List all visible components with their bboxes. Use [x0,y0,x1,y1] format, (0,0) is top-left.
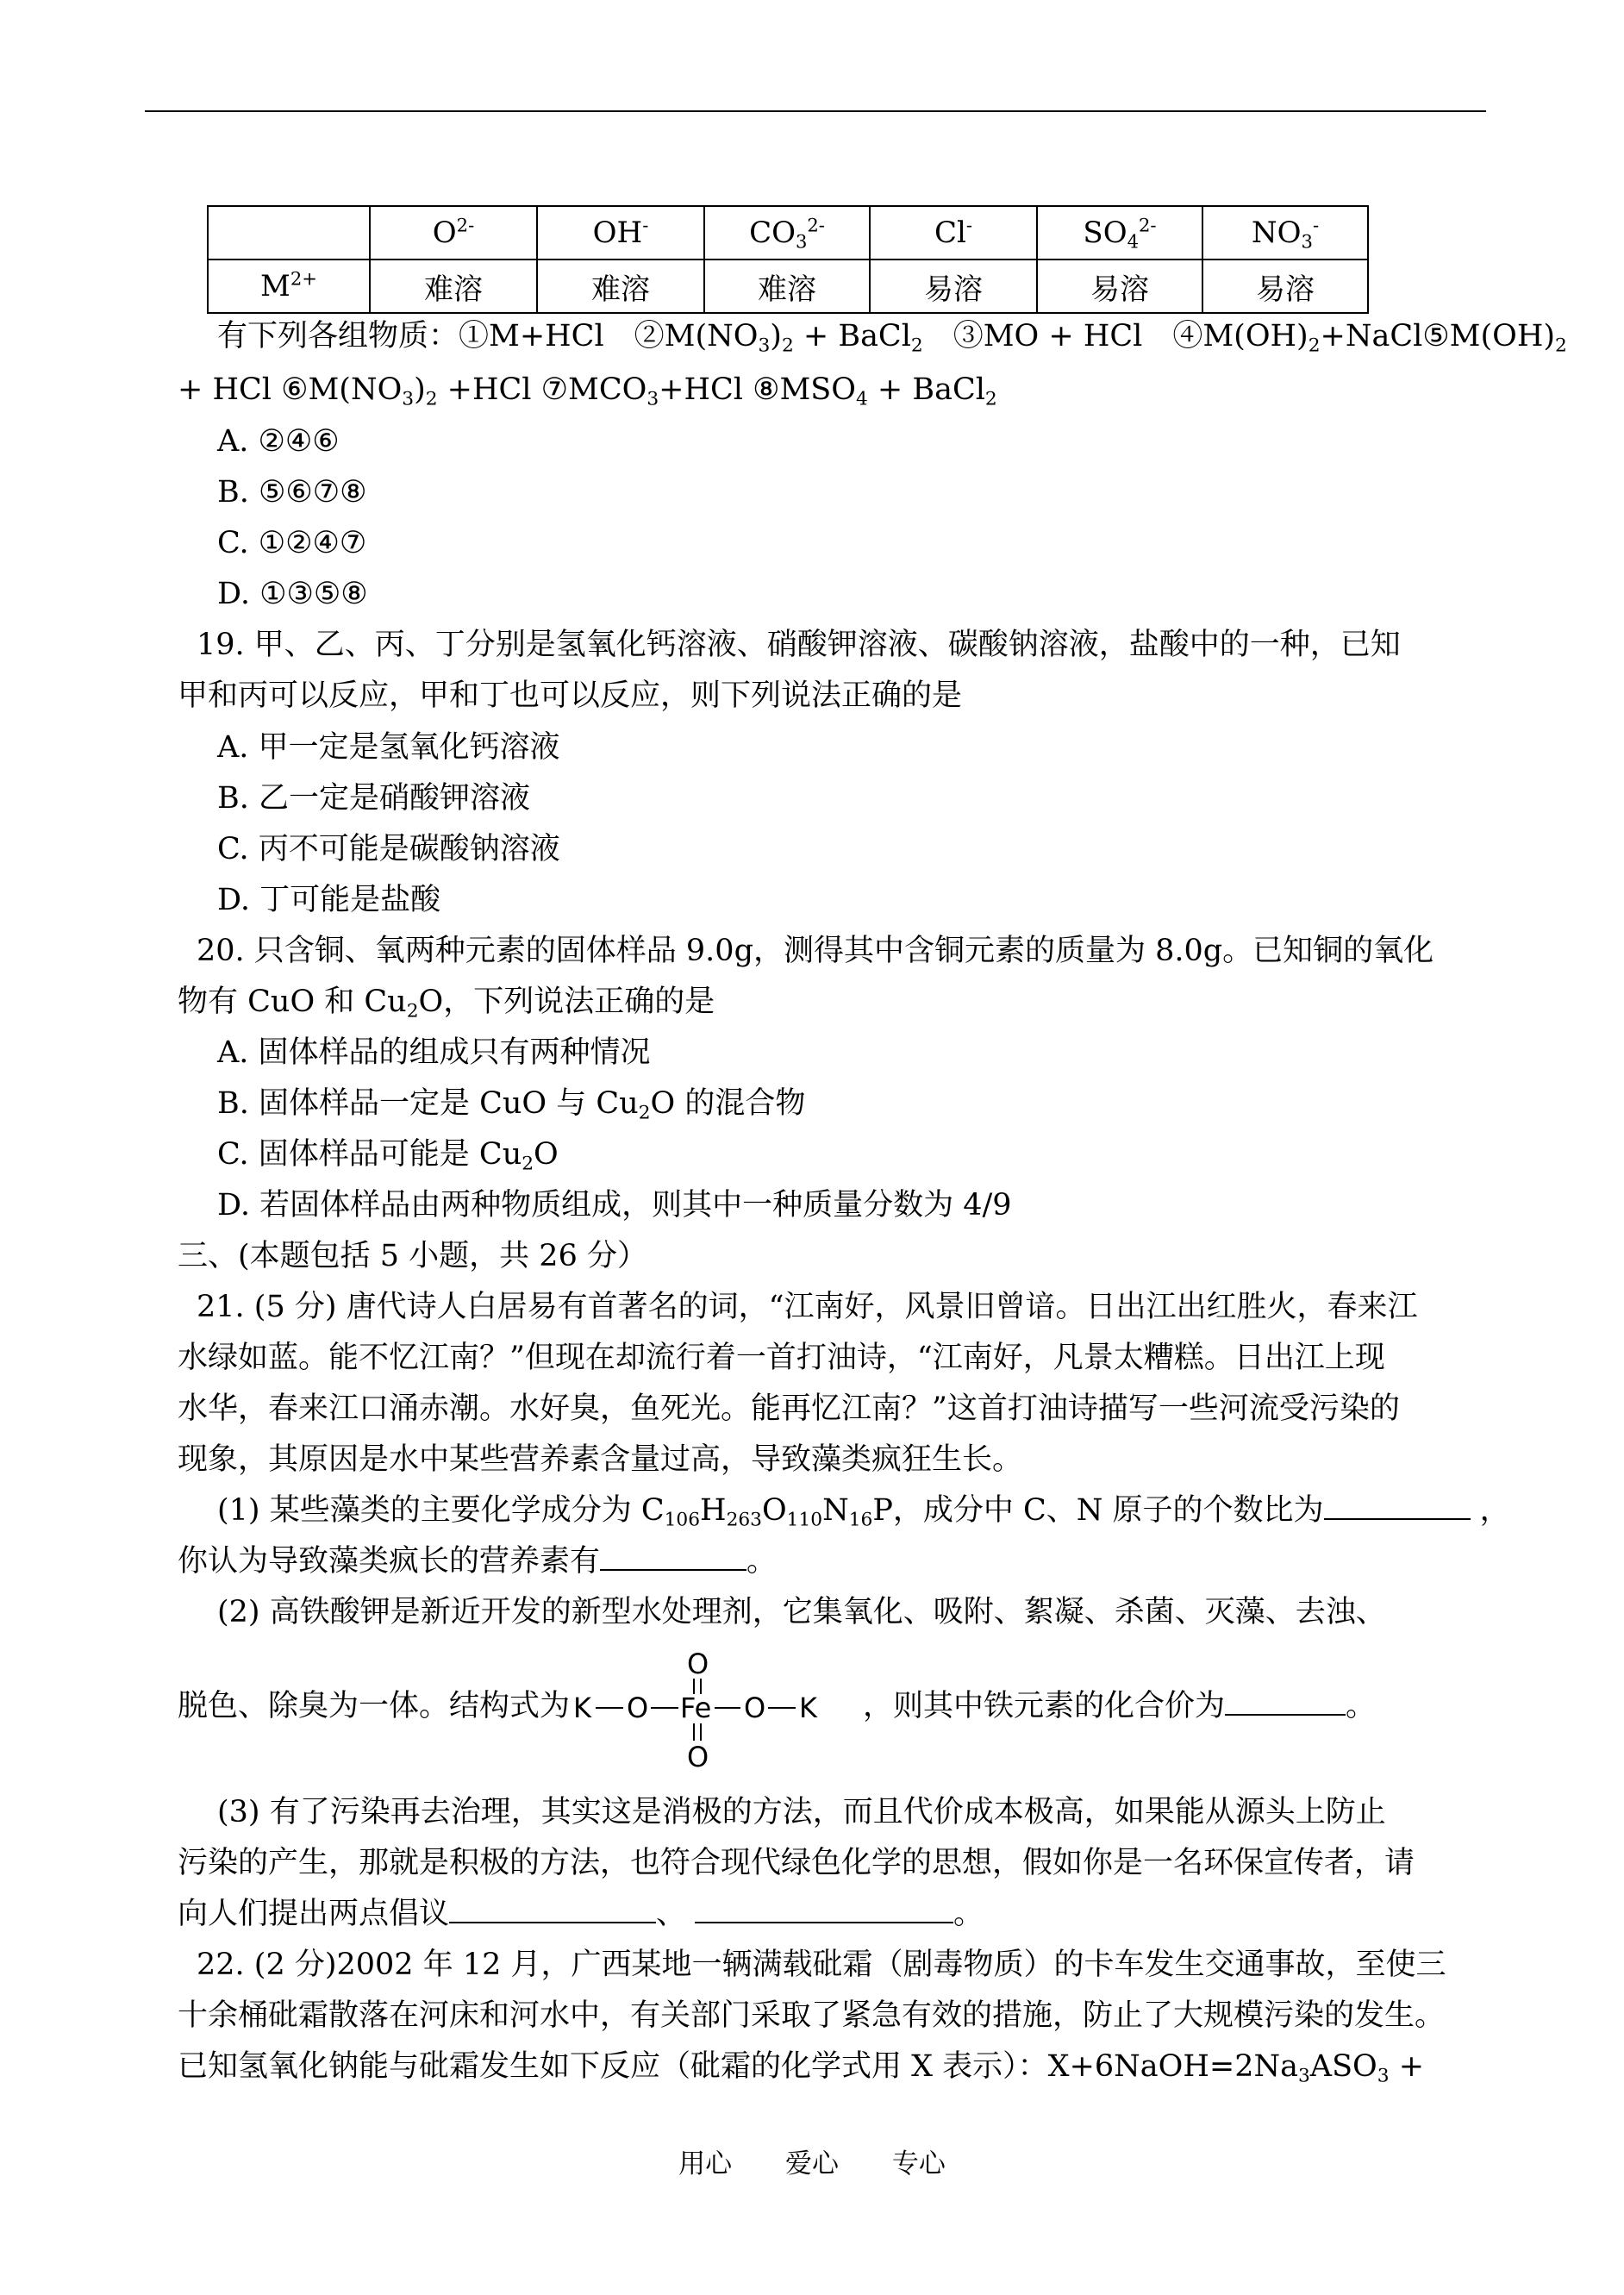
footer-word: 爱心 [785,2148,839,2179]
q18-option-c: C. ①②④⑦ [217,526,367,560]
footer-word: 用心 [678,2148,733,2179]
table-header-cell: $NO_3^-$ [1202,206,1368,260]
q19-stem-line-1: 19. 甲、乙、丙、丁分别是氢氧化钙溶液、硝酸钾溶液、碳酸钠溶液，盐酸中的一种，已知 [197,628,1401,662]
q21-part2-line-1: (2) 高铁酸钾是新近开发的新型水处理剂，它集氧化、吸附、絮凝、杀菌、灭藻、去浊、 [217,1595,1386,1629]
q21-part3-text: 向人们提出两点倡议 [178,1897,450,1931]
table-header-cell: Cl- [870,206,1037,260]
q21-part3-line-2: 污染的产生，那就是积极的方法，也符合现代绿色化学的思想，假如你是一名环保宣传者，请 [178,1846,1415,1880]
structure-atom-k-right: K [799,1691,817,1724]
q19-option-a: A. 甲一定是氢氧化钙溶液 [217,730,560,765]
header-rule [145,110,1486,112]
table-header-cell: $SO_4^{2-}$ [1037,206,1202,260]
answer-blank-proposal-2[interactable] [695,1896,953,1923]
q20-option-a: A. 固体样品的组成只有两种情况 [217,1035,651,1070]
q20-option-b: B. 固体样品一定是 CuO 与 $Cu_2O$ 的混合物 [217,1086,806,1124]
q18-option-d: D. ①③⑤⑧ [217,577,368,611]
q19-stem-line-2: 甲和丙可以反应，甲和丁也可以反应，则下列说法正确的是 [178,678,963,713]
comma: ， [1479,1493,1510,1528]
table-row [208,260,1368,313]
q21-line-1: 21. (5 分) 唐代诗人白居易有首著名的词，“江南好，风景旧曾谙。日出江出红胜火，春来江 [197,1290,1418,1324]
q19-option-d: D. 丁可能是盐酸 [217,883,441,917]
q21-part2-text: 脱色、除臭为一体。结构式为 [178,1689,571,1723]
footer-word: 专心 [891,2148,946,2179]
table-cell: 易溶 [870,260,1037,313]
period: 。 [953,1897,984,1931]
q21-part1-line-2 [178,1542,777,1580]
q21-line-3: 水华，春来江口涌赤潮。水好臭，鱼死光。能再忆江南？”这首打油诗描写一些河流受污染的 [178,1391,1400,1426]
q21-part1-text: 你认为导致藻类疯长的营养素有 [178,1544,601,1579]
separator: 、 [656,1897,687,1931]
q18-stem-line-2: + HCl $⑥M(NO_3)_2 +HCl$ $⑦MCO_3+HCl$ $⑧MSO_4$ + BaCl$_2$ [178,372,997,410]
period: 。 [1346,1689,1377,1723]
answer-blank-proposal-1[interactable] [449,1896,656,1923]
q21-part2-line-2 [178,1642,1376,1772]
q21-line-4: 现象，其原因是水中某些营养素含量过高，导致藻类疯狂生长。 [178,1442,1023,1477]
table-header-row [208,206,1368,260]
q19-option-c: C. 丙不可能是碳酸钠溶液 [217,832,560,866]
q18-option-b: B. ⑤⑥⑦⑧ [217,475,367,510]
potassium-ferrate-structure [570,1644,863,1772]
q18-stem-line-1: 有下列各组物质：①M+HCl $②M(NO_3)_2$ + BaCl$_2$ ③MO + HCl $④M(OH)_2+NaCl⑤M(OH)_2$ [217,319,1567,357]
structure-atom-fe: Fe [680,1691,712,1724]
q20-stem-line-1: 20. 只含铜、氧两种元素的固体样品 9.0g，测得其中含铜元素的质量为 8.0g。已知铜的氧化 [197,934,1434,968]
period: 。 [746,1544,778,1579]
structure-atom-o-bottom: O [687,1740,709,1772]
section-3-heading: 三、(本题包括 5 小题，共 26 分） [178,1239,647,1273]
solubility-table [207,205,1369,314]
q21-line-2: 水绿如蓝。能不忆江南？”但现在却流行着一首打油诗，“江南好，凡景太糟糕。日出江上现 [178,1341,1385,1375]
structure-atom-o-left: O [627,1691,649,1724]
q22-line-3: 已知氢氧化钠能与砒霜发生如下反应（砒霜的化学式用 X 表示）：$X+6NaOH=2Na_3ASO_3$ + [178,2049,1425,2087]
table-header-cell: OH- [537,206,704,260]
answer-blank-fe-valence[interactable] [1225,1688,1346,1716]
answer-blank-cn-ratio[interactable] [1324,1492,1471,1520]
structure-atom-o-top: O [687,1647,709,1680]
table-header-cell: $O^{2-}$ [370,206,537,260]
q22-line-1: 22. (2 分)2002 年 12 月，广西某地一辆满载砒霜（剧毒物质）的卡车发生交通事故，至使三 [197,1948,1446,1982]
table-row-label: $M^{2+}$ [208,260,370,313]
table-corner-cell [208,206,370,260]
table-cell: 难溶 [370,260,537,313]
q21-part1-line-1: (1) 某些藻类的主要化学成分为 $C_{106}H_{263}O_{110}N_{16}P$，成分中 C、N 原子的个数比为 ， [217,1493,1510,1531]
table-cell: 难溶 [537,260,704,313]
table-header-cell: $CO_3^{2-}$ [704,206,870,260]
q21-part2-question: ，则其中铁元素的化合价为 [863,1689,1226,1723]
q18-option-a: A. ②④⑥ [217,424,340,459]
table-cell: 易溶 [1037,260,1202,313]
structure-atom-o-right: O [744,1691,766,1724]
table-cell: 易溶 [1202,260,1368,313]
answer-blank-nutrients[interactable] [600,1543,746,1571]
q20-stem-line-2: 物有 CuO 和 $Cu_2O$，下列说法正确的是 [178,985,715,1022]
q20-option-c: C. 固体样品可能是 $Cu_2O$ [217,1137,559,1175]
q21-part3-line-3 [178,1895,984,1933]
q19-option-b: B. 乙一定是硝酸钾溶液 [217,781,530,816]
q21-part3-line-1: (3) 有了污染再去治理，其实这是消极的方法，而且代价成本极高，如果能从源头上防止 [217,1795,1386,1829]
structure-atom-k-left: K [573,1691,591,1724]
q20-option-d: D. 若固体样品由两种物质组成，则其中一种质量分数为 4/9 [217,1188,1012,1223]
page-footer [0,2142,1624,2180]
q22-line-2: 十余桶砒霜散落在河床和河水中，有关部门采取了紧急有效的措施，防止了大规模污染的发生。 [178,1998,1446,2033]
table-cell: 难溶 [704,260,870,313]
